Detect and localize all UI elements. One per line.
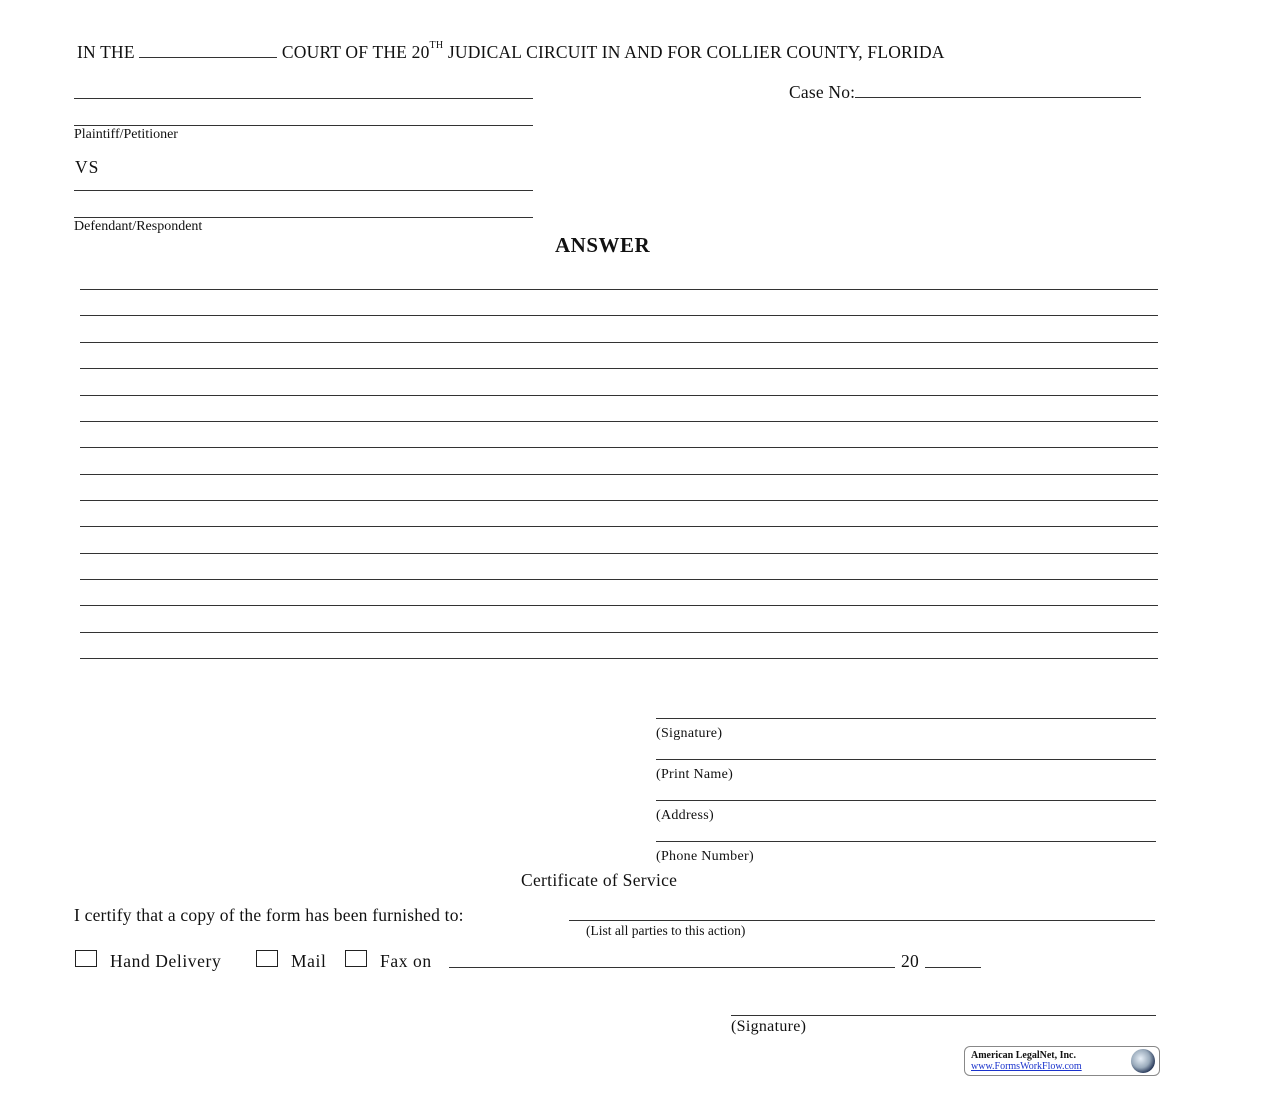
answer-line[interactable] — [80, 368, 1158, 369]
case-number — [789, 82, 1141, 103]
address-label: (Address) — [656, 808, 714, 823]
hand-delivery-checkbox[interactable] — [75, 950, 97, 967]
case-number-field[interactable] — [855, 96, 1141, 98]
service-date-field[interactable] — [449, 967, 895, 968]
answer-line[interactable] — [80, 421, 1158, 422]
court-superscript: TH — [429, 40, 444, 51]
versus-label: VS — [75, 157, 100, 177]
logo-company: American LegalNet, Inc. — [971, 1050, 1076, 1061]
fax-label: Fax on — [380, 951, 432, 971]
answer-line[interactable] — [80, 315, 1158, 316]
phone-line[interactable] — [656, 841, 1156, 842]
address-line[interactable] — [656, 800, 1156, 801]
signature-line[interactable] — [656, 718, 1156, 719]
certificate-signature-label: (Signature) — [731, 1018, 807, 1035]
defendant-line-2[interactable] — [74, 217, 533, 218]
answer-line[interactable] — [80, 632, 1158, 633]
court-header — [77, 42, 945, 63]
parties-served-field[interactable] — [569, 920, 1155, 921]
document-title: ANSWER — [555, 233, 651, 257]
fax-checkbox[interactable] — [345, 950, 367, 967]
signature-label: (Signature) — [656, 726, 723, 741]
defendant-line-1[interactable] — [74, 190, 533, 191]
mail-checkbox[interactable] — [256, 950, 278, 967]
answer-line[interactable] — [80, 579, 1158, 580]
print-name-line[interactable] — [656, 759, 1156, 760]
answer-line[interactable] — [80, 526, 1158, 527]
print-name-label: (Print Name) — [656, 767, 734, 782]
court-suffix: JUDICAL CIRCUIT IN AND FOR COLLIER COUNTY, FLORIDA — [447, 42, 945, 62]
case-no-label: Case No: — [789, 82, 856, 102]
globe-icon — [1131, 1049, 1155, 1073]
court-middle: COURT OF THE 20 — [281, 42, 430, 62]
defendant-label: Defendant/Respondent — [74, 219, 203, 234]
service-year-field[interactable] — [925, 967, 981, 968]
mail-label: Mail — [291, 951, 327, 971]
logo-url-link[interactable]: www.FormsWorkFlow.com — [971, 1061, 1082, 1072]
year-prefix: 20 — [901, 951, 919, 971]
court-prefix: IN THE — [77, 42, 135, 62]
certificate-signature-line[interactable] — [731, 1015, 1156, 1016]
answer-line[interactable] — [80, 500, 1158, 501]
answer-line[interactable] — [80, 395, 1158, 396]
plaintiff-line-2[interactable] — [74, 125, 533, 126]
parties-hint: (List all parties to this action) — [586, 923, 746, 938]
phone-label: (Phone Number) — [656, 849, 754, 864]
plaintiff-label: Plaintiff/Petitioner — [74, 127, 178, 142]
answer-line[interactable] — [80, 289, 1158, 290]
answer-line[interactable] — [80, 474, 1158, 475]
plaintiff-line-1[interactable] — [74, 98, 533, 99]
answer-line[interactable] — [80, 605, 1158, 606]
court-name-field[interactable] — [139, 56, 277, 58]
answer-line[interactable] — [80, 658, 1158, 659]
certify-statement: I certify that a copy of the form has been furnished to: — [74, 905, 464, 925]
certificate-title: Certificate of Service — [521, 870, 678, 890]
footer-logo[interactable] — [964, 1046, 1160, 1076]
answer-line[interactable] — [80, 553, 1158, 554]
hand-delivery-label: Hand Delivery — [110, 951, 222, 971]
answer-line[interactable] — [80, 342, 1158, 343]
answer-line[interactable] — [80, 447, 1158, 448]
